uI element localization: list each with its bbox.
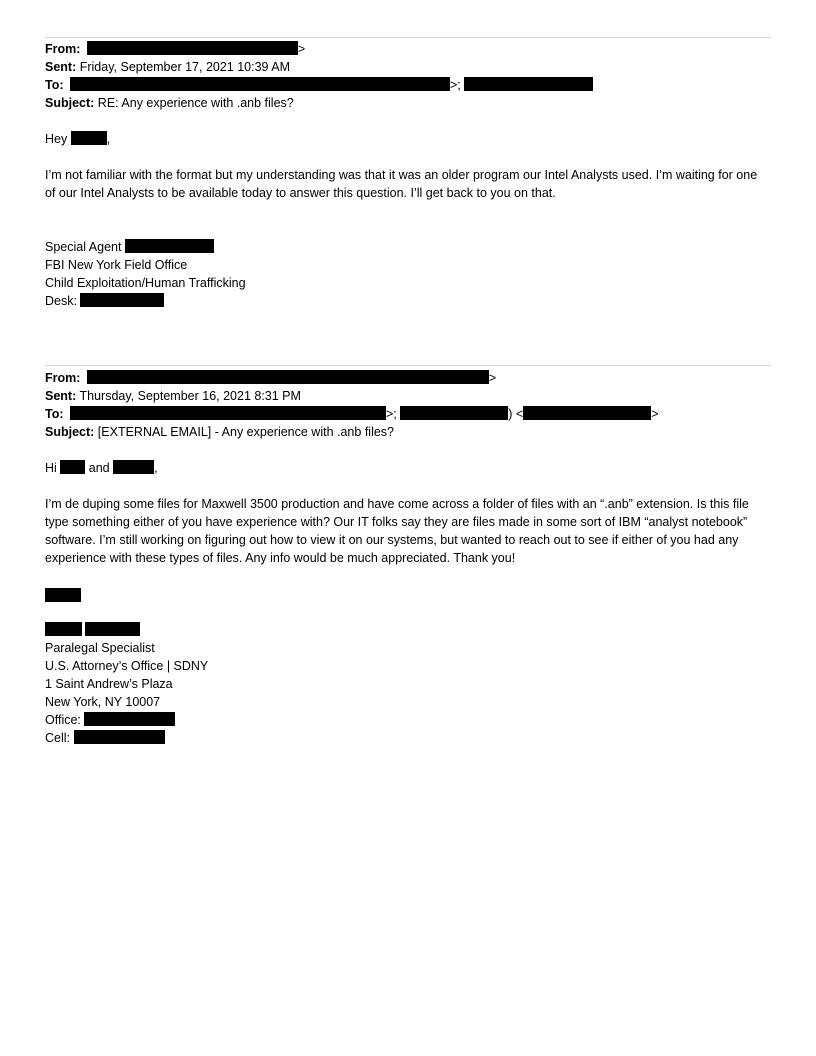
email1-body: I’m not familiar with the format but my understanding was that it was an older program our Intel Analysts used. I’m waiting for one of our Intel Analysts to be available today to answer this question. I’ll get back to you on that.	[45, 168, 758, 200]
redacted-block	[71, 131, 107, 145]
separator: >;	[386, 407, 397, 421]
comma: ,	[154, 461, 158, 475]
redacted-block	[464, 77, 593, 91]
desk-label: Desk:	[45, 294, 77, 308]
email1-from-row	[45, 40, 305, 58]
email2-sig-cell-phone	[45, 729, 165, 747]
redacted-block	[45, 588, 81, 602]
redacted-block	[80, 293, 164, 307]
email1-sig-unit: Child Exploitation/Human Trafficking	[45, 276, 246, 290]
email1-sig-title	[45, 238, 214, 256]
redacted-block	[85, 622, 140, 636]
office-label: Office:	[45, 713, 81, 727]
subject-value: [EXTERNAL EMAIL] - Any experience with .anb files?	[97, 425, 394, 439]
cell-label: Cell:	[45, 731, 71, 745]
redacted-block	[125, 239, 214, 253]
email2-from-row	[45, 369, 496, 387]
redacted-block	[87, 41, 298, 55]
greeting-text: Hey	[45, 132, 68, 146]
angle-bracket: >	[651, 407, 659, 421]
redacted-block	[70, 77, 450, 91]
separator: ) <	[508, 407, 524, 421]
from-label: From:	[45, 371, 81, 385]
email1-sig-office: FBI New York Field Office	[45, 258, 188, 272]
email1-subject-row	[45, 94, 294, 112]
sent-label: Sent:	[45, 60, 77, 74]
email1-sent-row	[45, 58, 290, 76]
to-label: To:	[45, 78, 64, 92]
email2-greeting	[45, 459, 158, 477]
redacted-block	[113, 460, 154, 474]
email2-sig-name	[45, 621, 140, 639]
redacted-block	[45, 622, 82, 636]
subject-label: Subject:	[45, 96, 95, 110]
email2-sig-address: 1 Saint Andrew’s Plaza	[45, 677, 173, 691]
email2-sig-title: Paralegal Specialist	[45, 641, 155, 655]
redacted-block	[523, 406, 651, 420]
email2-subject-row	[45, 423, 394, 441]
sent-label: Sent:	[45, 389, 77, 403]
greeting-text: Hi	[45, 461, 57, 475]
separator: >;	[450, 78, 461, 92]
greeting-and: and	[88, 461, 110, 475]
sig-title-text: Special Agent	[45, 240, 122, 254]
email2-body: I’m de duping some files for Maxwell 3500 production and have come across a folder of files with an “.anb” extension. Is this file type something either of you have experience with? Our IT folks say they are files made in some sort of IBM “analyst notebook” software. I’m still working on figuring out how to view it on our systems, but wanted to reach out to see if either of you had any experience with these types of files. Any info would be much appreciated. Thank you!	[45, 497, 749, 565]
subject-value: RE: Any experience with .anb files?	[97, 96, 294, 110]
from-label: From:	[45, 42, 81, 56]
email2-sig-office-phone	[45, 711, 175, 729]
email2-sent-row	[45, 387, 301, 405]
sent-value: Thursday, September 16, 2021 8:31 PM	[79, 389, 301, 403]
comma: ,	[106, 132, 111, 146]
email2-sig-office: U.S. Attorney’s Office | SDNY	[45, 659, 209, 673]
redacted-block	[84, 712, 175, 726]
header-divider-top	[45, 37, 771, 38]
redacted-block	[74, 730, 165, 744]
email1-sig-desk	[45, 292, 164, 310]
redacted-block	[400, 406, 508, 420]
redacted-block	[70, 406, 386, 420]
email1-greeting	[45, 130, 110, 148]
redacted-block	[87, 370, 489, 384]
angle-bracket: >	[297, 42, 306, 56]
subject-label: Subject:	[45, 425, 95, 439]
email2-sig-city: New York, NY 10007	[45, 695, 161, 709]
email2-to-row	[45, 405, 659, 423]
email1-to-row	[45, 76, 593, 94]
angle-bracket: >	[488, 371, 497, 385]
to-label: To:	[45, 407, 64, 421]
sent-value: Friday, September 17, 2021 10:39 AM	[79, 60, 291, 74]
redacted-block	[60, 460, 85, 474]
header-divider-middle	[45, 365, 771, 366]
